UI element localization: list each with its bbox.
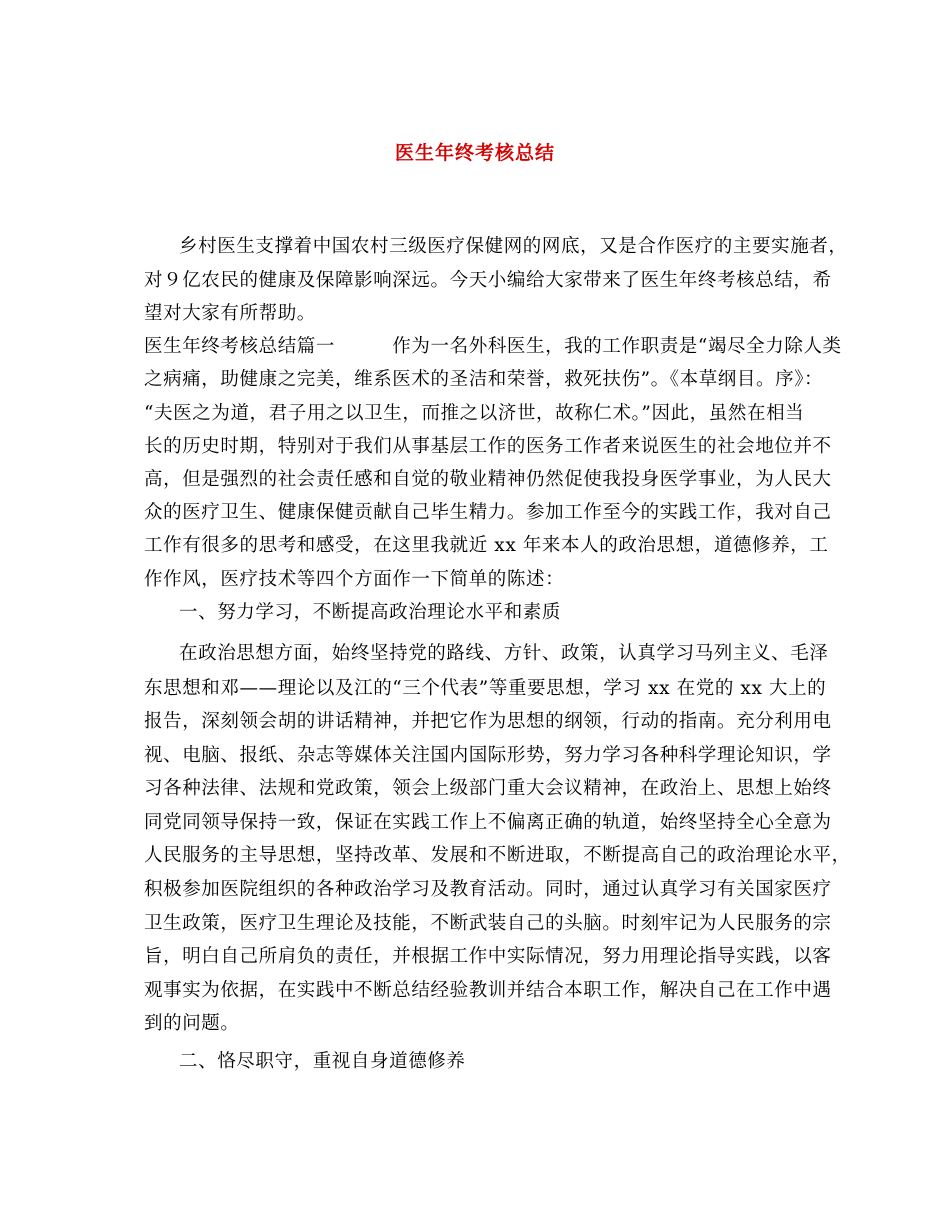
body-line: 长的历史时期，特别对于我们从事基层工作的医务工作者来说医生的社会地位并不 [144, 436, 832, 457]
body-line: 望对大家有所帮助。 [144, 303, 316, 324]
body-line: 众的医疗卫生、健康保健贡献自己毕生精力。参加工作至今的实践工作，我对自己 [144, 502, 832, 523]
body-line: 旨，明白自己所肩负的责任，并根据工作中实际情况，努力用理论指导实践，以客 [144, 946, 832, 967]
body-line: 卫生政策，医疗卫生理论及技能，不断武装自己的头脑。时刻牢记为人民服务的宗 [144, 913, 832, 934]
body-line: 对９亿农民的健康及保障影响深远。今天小编给大家带来了医生年终考核总结，希 [144, 270, 832, 291]
body-line: 之病痛，助健康之完美，维系医术的圣洁和荣誉，救死扶伤”。《本草纲目。序》： [144, 369, 824, 390]
body-line: 东思想和邓——理论以及江的“三个代表”等重要思想，学习 xx 在党的 xx 大上的 [144, 678, 827, 699]
body-line: 同党同领导保持一致，保证在实践工作上不偏离正确的轨道，始终坚持全心全意为 [144, 812, 832, 833]
body-line: 作作风，医疗技术等四个方面作一下简单的陈述： [144, 569, 565, 590]
body-line: 习各种法律、法规和党政策，领会上级部门重大会议精神，在政治上、思想上始终 [144, 778, 832, 799]
body-line: 积极参加医院组织的各种政治学习及教育活动。同时，通过认真学习有关国家医疗 [144, 879, 832, 900]
section-heading: 一、努力学习，不断提高政治理论水平和素质 [179, 602, 562, 623]
body-line: 视、电脑、报纸、杂志等媒体关注国内国际形势，努力学习各种科学理论知识，学 [144, 745, 832, 766]
body-line: “夫医之为道，君子用之以卫生，而推之以济世，故称仁术。”因此，虽然在相当 [144, 403, 805, 424]
body-line: 人民服务的主导思想，坚持改革、发展和不断进取，不断提高自己的政治理论水平， [144, 845, 851, 866]
body-line: 工作有很多的思考和感受，在这里我就近 xx 年来本人的政治思想，道德修养，工 [144, 535, 829, 556]
body-line: 到的问题。 [144, 1013, 240, 1034]
body-line: 在政治思想方面，始终坚持党的路线、方针、政策，认真学习马列主义、毛泽 [179, 643, 829, 664]
body-line: 乡村医生支撑着中国农村三级医疗保健网的网底，又是合作医疗的主要实施者， [179, 236, 848, 257]
body-line: 高，但是强烈的社会责任感和自觉的敬业精神仍然促使我投身医学事业，为人民大 [144, 469, 832, 490]
body-line: 报告，深刻领会胡的讲话精神，并把它作为思想的纲领，行动的指南。充分利用电 [144, 711, 832, 732]
body-line: 医生年终考核总结篇一 作为一名外科医生，我的工作职责是“竭尽全力除人类 [144, 336, 842, 357]
body-line: 观事实为依据，在实践中不断总结经验教训并结合本职工作，解决自己在工作中遇 [144, 980, 832, 1001]
section-heading: 二、恪尽职守，重视自身道德修养 [179, 1051, 466, 1072]
document-title: 医生年终考核总结 [394, 142, 555, 164]
